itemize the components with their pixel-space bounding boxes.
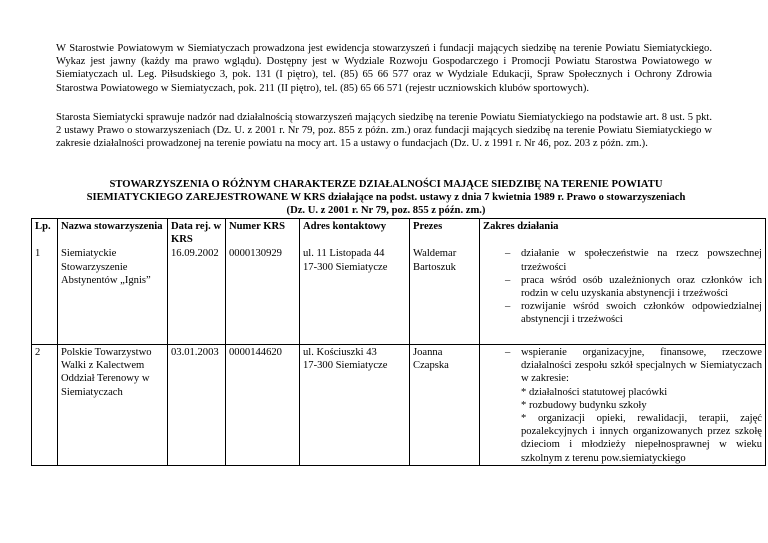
section-heading [56,178,716,218]
scope-item: – rozwijanie wśród swoich członków odpowiedzialnej abstynencji i trzeźwości [483,300,762,326]
address-city: 17-300 Siemiatycze [303,261,388,273]
row-krs: 0000144620 [226,344,300,465]
header-name: Nazwa stowarzyszenia [58,219,168,247]
row-president: Waldemar Bartoszuk [410,246,480,344]
table-row [32,246,766,344]
address-street: ul. 11 Listopada 44 [303,248,385,260]
header-address: Adres kontaktowy [300,219,410,247]
associations-table [31,218,766,466]
address-street: ul. Kościuszki 43 [303,346,377,358]
table-row [32,344,766,465]
row-lp: 2 [32,344,58,465]
intro-paragraph-registry: W Starostwie Powiatowym w Siemiatyczach prowadzona jest ewidencja stowarzyszeń i fundacji mających siedzibę na terenie Powiatu Siemiatyckiego. Wykaz jest jawny (każdy ma prawo wglądu). Dostępny jest w Wydziale Rozwoju Gospodarczego i Promocji Powiatu Starostwa Powiatowego w Siemiatyczach ul. Leg. Piłsudskiego 3, pok. 131 (I piętro), tel. (85) 65 66 577 oraz w Wydziale Edukacji, Spraw Społecznych i Ochrony Zdrowia Starostwa Powiatowego w Siemiatyczach, pok. 211 (II piętro), tel. (85) 65 66 571 (rejestr uczniowskich klubów sportowych). [56,43,712,94]
intro-paragraph-supervision: Starosta Siemiatycki sprawuje nadzór nad działalnością stowarzyszeń mających siedzibę na terenie Powiatu Siemiatyckiego na podstawie art. 8 ust. 5 pkt. 2 ustawy Prawo o stowarzyszeniach (Dz. U. z 2001 r. Nr 79, poz. 855 z późn. zm.) oraz fundacji mających siedzibę na terenie Powiatu Siemiatyckiego w zakresie działalności prowadzonej na terenie powiatu na mocy art. 15 a ustawy o fundacjach (Dz. U. z 1991 r. Nr 46, poz. 203 z późn. zm.). [56,112,712,150]
row-name: Siemiatyckie Stowarzyszenie Abstynentów „Ignis” [58,246,168,344]
scope-item [483,346,762,465]
row-scope [480,344,766,465]
row-address [300,344,410,465]
row-address [300,246,410,344]
scope-subitem: * działalności statutowej placówki [521,386,668,398]
address-city: 17-300 Siemiatycze [303,360,388,372]
scope-list [483,247,762,326]
table-header-row [32,219,766,247]
row-date: 03.01.2003 [168,344,226,465]
header-lp: Lp. [32,219,58,247]
row-scope [480,246,766,344]
header-krs: Numer KRS [226,219,300,247]
scope-item: – praca wśród osób uzależnionych oraz członków ich rodzin w celu uzyskania abstynencji i trzeźwości [483,274,762,300]
row-krs: 0000130929 [226,246,300,344]
row-name: Polskie Towarzystwo Walki z Kalectwem Oddział Terenowy w Siemiatyczach [58,344,168,465]
header-scope: Zakres działania [480,219,766,247]
scope-lead: wspieranie organizacyjne, finansowe, rzeczowe działalności zespołu szkół specjalnych w Siemiatyczach w zakresie: [521,346,762,385]
row-date: 16.09.2002 [168,246,226,344]
header-date: Data rej. w KRS [168,219,226,247]
scope-subitem: * organizacji opieki, rewalidacji, terapii, zajęć pozalekcyjnych i innych organizowanych przez szkołę dzieciom i młodzieży niepełnosprawnej w wieku szkolnym z terenu pow.siemiatyckiego [521,412,762,464]
row-lp: 1 [32,246,58,344]
heading-line-1: STOWARZYSZENIA O RÓŻNYM CHARAKTERZE DZIAŁALNOŚCI MAJĄCE SIEDZIBĘ NA TERENIE POWIATU [109,179,663,190]
scope-subitem: * rozbudowy budynku szkoły [521,399,647,411]
scope-list [483,346,762,465]
header-president: Prezes [410,219,480,247]
heading-line-3: (Dz. U. z 2001 r. Nr 79, poz. 855 z późn. zm.) [286,205,486,217]
heading-line-2: SIEMIATYCKIEGO ZAREJESTROWANE W KRS działające na podst. ustawy z dnia 7 kwietnia 1989 r. Prawo o stowarzyszeniach [86,192,686,204]
scope-item: – działanie w społeczeństwie na rzecz powszechnej trzeźwości [483,247,762,273]
row-president: Joanna Czapska [410,344,480,465]
